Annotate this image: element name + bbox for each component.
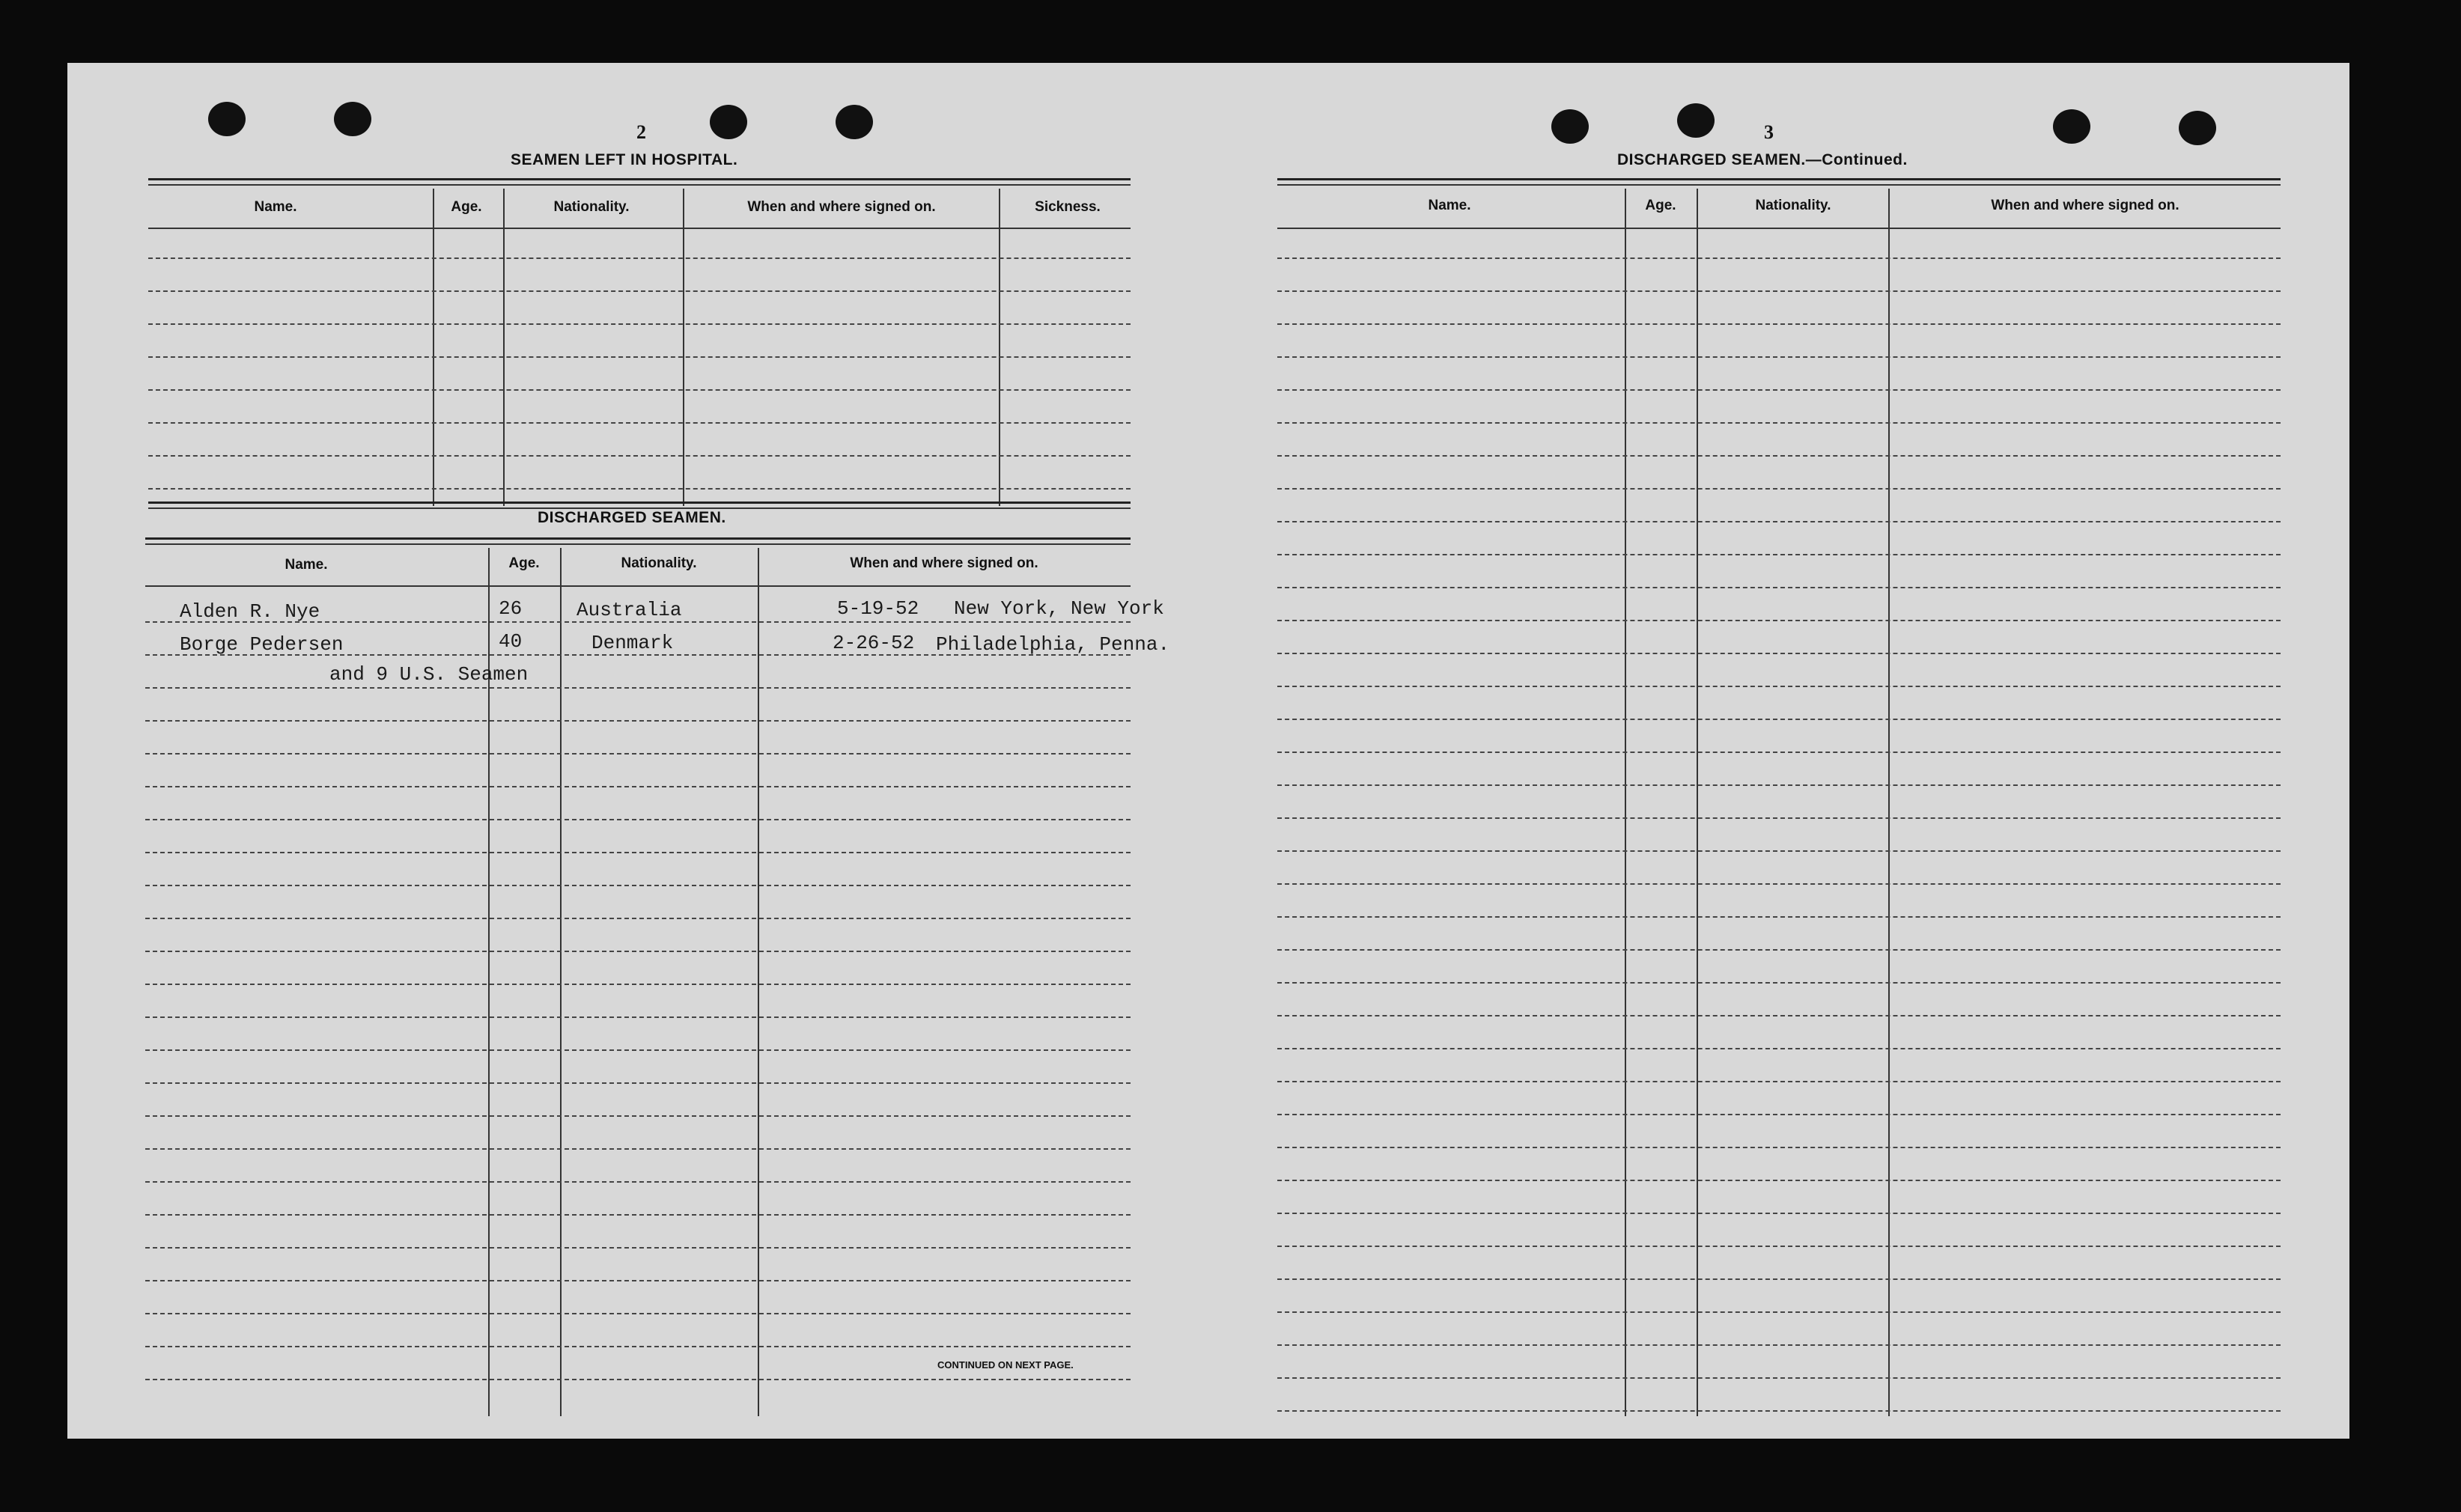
hospital-heading: SEAMEN LEFT IN HOSPITAL. bbox=[511, 151, 738, 168]
ruled-line bbox=[145, 753, 1131, 755]
ruled-line bbox=[145, 1280, 1131, 1281]
ruled-line bbox=[1277, 949, 2281, 951]
column-header: When and where signed on. bbox=[850, 555, 1038, 571]
ruled-line bbox=[1277, 389, 2281, 391]
ruled-line bbox=[1277, 883, 2281, 885]
ruled-line bbox=[145, 1181, 1131, 1183]
ruled-line bbox=[1277, 290, 2281, 292]
ruled-line bbox=[1277, 1246, 2281, 1247]
ruled-line bbox=[145, 720, 1131, 722]
ruled-line bbox=[1277, 1147, 2281, 1148]
ruled-line bbox=[1277, 784, 2281, 786]
column-header: When and where signed on. bbox=[1991, 198, 2179, 213]
ruled-line bbox=[1277, 719, 2281, 720]
column-header: Sickness. bbox=[1035, 199, 1101, 215]
ruled-line bbox=[148, 356, 1131, 358]
ruled-line bbox=[1277, 1344, 2281, 1346]
ruled-line bbox=[1277, 817, 2281, 819]
ruled-line bbox=[145, 984, 1131, 985]
ruled-line bbox=[1277, 916, 2281, 918]
column-header: Age. bbox=[1645, 198, 1676, 213]
discharged-table bbox=[145, 537, 1170, 1416]
discharged-continued-heading: DISCHARGED SEAMEN.—Continued. bbox=[1617, 151, 1908, 168]
ruled-line bbox=[1277, 587, 2281, 588]
punch-hole-icon bbox=[1551, 109, 1589, 144]
ruled-line bbox=[145, 1346, 1131, 1347]
punch-hole-icon bbox=[208, 102, 246, 136]
ruled-line bbox=[1277, 1180, 2281, 1181]
punch-hole-icon bbox=[710, 105, 747, 139]
ruled-line bbox=[148, 389, 1131, 391]
ruled-line bbox=[148, 455, 1131, 457]
ruled-line bbox=[1277, 850, 2281, 852]
ruled-line bbox=[1277, 488, 2281, 490]
punch-hole-icon bbox=[2179, 111, 2216, 145]
punch-hole-icon bbox=[836, 105, 873, 139]
ruled-line bbox=[145, 951, 1131, 952]
ruled-line bbox=[148, 488, 1131, 490]
seamen-note: and 9 U.S. Seamen bbox=[329, 663, 529, 686]
ruled-line bbox=[1277, 752, 2281, 753]
left-page bbox=[67, 63, 1235, 1439]
ruled-line bbox=[145, 885, 1131, 886]
ruled-line bbox=[1277, 1311, 2281, 1313]
ruled-line bbox=[145, 918, 1131, 919]
page-number: 3 bbox=[1764, 121, 1774, 143]
ruled-line bbox=[145, 1214, 1131, 1216]
seaman-name: Borge Pedersen bbox=[180, 633, 344, 656]
ruled-line bbox=[145, 852, 1131, 853]
ruled-line bbox=[145, 1115, 1131, 1117]
ruled-line bbox=[1277, 686, 2281, 687]
ruled-line bbox=[145, 1247, 1131, 1249]
ruled-line bbox=[148, 290, 1131, 292]
ruled-line bbox=[145, 1049, 1131, 1051]
ruled-line bbox=[1277, 422, 2281, 424]
signed-on-place: New York, New York bbox=[954, 597, 1164, 620]
ruled-line bbox=[145, 1148, 1131, 1150]
ruled-line bbox=[145, 819, 1131, 820]
ruled-line bbox=[1277, 323, 2281, 325]
seaman-nationality: Denmark bbox=[591, 632, 674, 654]
column-header: Nationality. bbox=[621, 555, 697, 571]
column-header: Name. bbox=[285, 557, 328, 573]
ruled-line bbox=[148, 422, 1131, 424]
ruled-line bbox=[1277, 1081, 2281, 1082]
page-number: 2 bbox=[636, 121, 646, 143]
ruled-line bbox=[145, 1313, 1131, 1314]
ruled-line bbox=[1277, 257, 2281, 259]
ruled-line bbox=[148, 323, 1131, 325]
ruled-line bbox=[1277, 982, 2281, 984]
ruled-line bbox=[1277, 554, 2281, 555]
ruled-line bbox=[145, 687, 1131, 689]
ruled-line bbox=[1277, 356, 2281, 358]
ruled-line bbox=[1277, 1015, 2281, 1016]
ruled-line bbox=[145, 1082, 1131, 1084]
ruled-line bbox=[145, 1379, 1131, 1380]
ruled-line bbox=[1277, 653, 2281, 654]
punch-hole-icon bbox=[2053, 109, 2090, 144]
ruled-line bbox=[1277, 1410, 2281, 1412]
column-header: Nationality. bbox=[1755, 198, 1831, 213]
ruled-line bbox=[145, 1016, 1131, 1018]
ruled-line bbox=[1277, 1114, 2281, 1115]
column-header: Name. bbox=[1428, 198, 1471, 213]
ruled-line bbox=[1277, 1278, 2281, 1280]
seaman-age: 40 bbox=[499, 630, 523, 653]
continued-note: CONTINUED ON NEXT PAGE. bbox=[937, 1359, 1074, 1371]
discharged-continued-table bbox=[1277, 178, 2281, 1416]
signed-on-date: 5-19-52 bbox=[837, 597, 919, 620]
signed-on-place: Philadelphia, Penna. bbox=[936, 633, 1170, 656]
right-page bbox=[1264, 63, 2349, 1439]
column-header: Name. bbox=[254, 199, 297, 215]
column-header: Nationality. bbox=[553, 199, 630, 215]
punch-hole-icon bbox=[334, 102, 371, 136]
signed-on-date: 2-26-52 bbox=[833, 632, 915, 654]
column-header: When and where signed on. bbox=[747, 199, 936, 215]
ruled-line bbox=[145, 786, 1131, 787]
document-sheet bbox=[67, 63, 2349, 1439]
ruled-line bbox=[1277, 1213, 2281, 1214]
discharged-heading: DISCHARGED SEAMEN. bbox=[538, 509, 726, 526]
punch-hole-icon bbox=[1677, 103, 1715, 138]
hospital-table bbox=[148, 178, 1131, 500]
ruled-line bbox=[148, 257, 1131, 259]
seaman-nationality: Australia bbox=[577, 599, 682, 621]
ruled-line bbox=[1277, 1048, 2281, 1049]
column-header: Age. bbox=[451, 199, 482, 215]
ruled-line bbox=[1277, 521, 2281, 522]
ruled-line bbox=[1277, 1377, 2281, 1379]
column-header: Age. bbox=[508, 555, 540, 571]
seaman-name: Alden R. Nye bbox=[180, 600, 320, 623]
seaman-age: 26 bbox=[499, 597, 523, 620]
ruled-line bbox=[1277, 620, 2281, 621]
ruled-line bbox=[1277, 455, 2281, 457]
